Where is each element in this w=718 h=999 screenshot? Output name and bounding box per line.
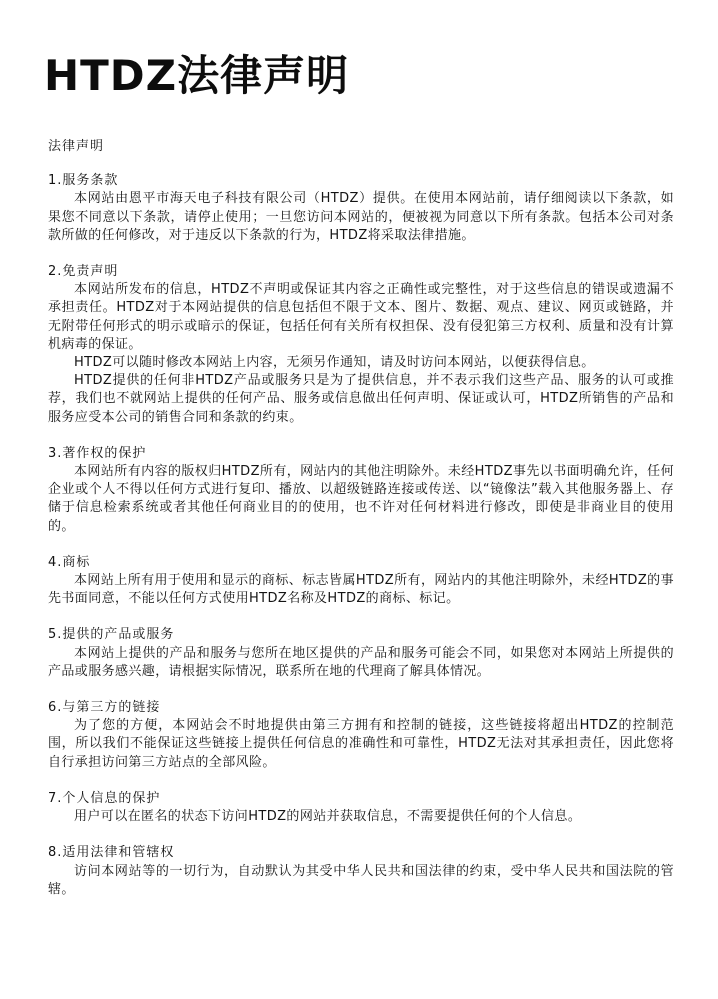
section-trademarks <box>48 554 674 609</box>
section-personal-information <box>48 790 674 826</box>
section-paragraph: 本网站由恩平市海天电子科技有限公司（HTDZ）提供。在使用本网站前，请仔细阅读以下条款，如果您不同意以下条款，请停止使用；一旦您访问本网站的，便被视为同意以下所有条款。包括本公司对条款所做的任何修改，对于违反以下条款的行为，HTDZ将采取法律措施。 <box>48 191 674 243</box>
section-paragraph: 本网站所有内容的版权归HTDZ所有，网站内的其他注明除外。未经HTDZ事先以书面明确允许，任何企业或个人不得以任何方式进行复印、播放、以超级链路连接或传送、以“镜像法”载入其他服务器上、存储于信息检索系统或者其他任何商业目的的使用，也不许对任何材料进行修改，即使是非商业目的使用的。 <box>48 464 674 534</box>
section-paragraph: 为了您的方便，本网站会不时地提供由第三方拥有和控制的链接，这些链接将超出HTDZ的控制范围，所以我们不能保证这些链接上提供任何信息的准确性和可靠性，HTDZ无法对其承担责任，因此您将自行承担访问第三方站点的全部风险。 <box>48 718 674 770</box>
section-paragraph: 本网站所发布的信息，HTDZ不声明或保证其内容之正确性或完整性，对于这些信息的错误或遗漏不承担责任。HTDZ对于本网站提供的信息包括但不限于文本、图片、数据、观点、建议、网页或链路，并无附带任何形式的明示或暗示的保证，包括任何有关所有权担保、没有侵犯第三方权利、质量和没有计算机病毒的保证。 <box>48 282 674 352</box>
section-third-party-links <box>48 699 674 772</box>
section-heading: 1.服务条款 <box>48 173 119 189</box>
section-heading: 8.适用法律和管辖权 <box>48 845 175 861</box>
page-title: HTDZ法律声明 <box>44 51 350 100</box>
section-disclaimer <box>48 263 674 427</box>
section-paragraph: 访问本网站等的一切行为，自动默认为其受中华人民共和国法律的约束，受中华人民共和国法院的管辖。 <box>48 863 674 897</box>
document-subtitle: 法律声明 <box>48 139 105 154</box>
section-paragraph: 本网站上提供的产品和服务与您所在地区提供的产品和服务可能会不同，如果您对本网站上所提供的产品或服务感兴趣，请根据实际情况，联系所在地的代理商了解具体情况。 <box>48 645 674 679</box>
section-heading: 2.免责声明 <box>48 264 119 280</box>
section-governing-law <box>48 844 674 899</box>
section-paragraph: HTDZ可以随时修改本网站上内容，无须另作通知，请及时访问本网站，以便获得信息。 <box>74 355 595 371</box>
section-copyright-protection <box>48 445 674 536</box>
section-heading: 3.著作权的保护 <box>48 445 147 461</box>
section-heading: 7.个人信息的保护 <box>48 790 161 806</box>
section-heading: 6.与第三方的链接 <box>48 700 161 716</box>
section-paragraph: 用户可以在匿名的状态下访问HTDZ的网站并获取信息，不需要提供任何的个人信息。 <box>74 809 582 825</box>
section-products-services <box>48 626 674 681</box>
section-heading: 5.提供的产品或服务 <box>48 627 175 643</box>
section-paragraph: HTDZ提供的任何非HTDZ产品或服务只是为了提供信息，并不表示我们这些产品、服务的认可或推荐，我们也不就网站上提供的任何产品、服务或信息做出任何声明、保证或认可，HTDZ所销售的产品和服务应受本公司的销售合同和条款的约束。 <box>48 373 674 425</box>
section-terms-of-service <box>48 172 674 245</box>
section-paragraph: 本网站上所有用于使用和显示的商标、标志皆属HTDZ所有，网站内的其他注明除外，未经HTDZ的事先书面同意，不能以任何方式使用HTDZ名称及HTDZ的商标、标记。 <box>48 573 674 607</box>
section-heading: 4.商标 <box>48 554 91 570</box>
document-body <box>48 138 674 917</box>
